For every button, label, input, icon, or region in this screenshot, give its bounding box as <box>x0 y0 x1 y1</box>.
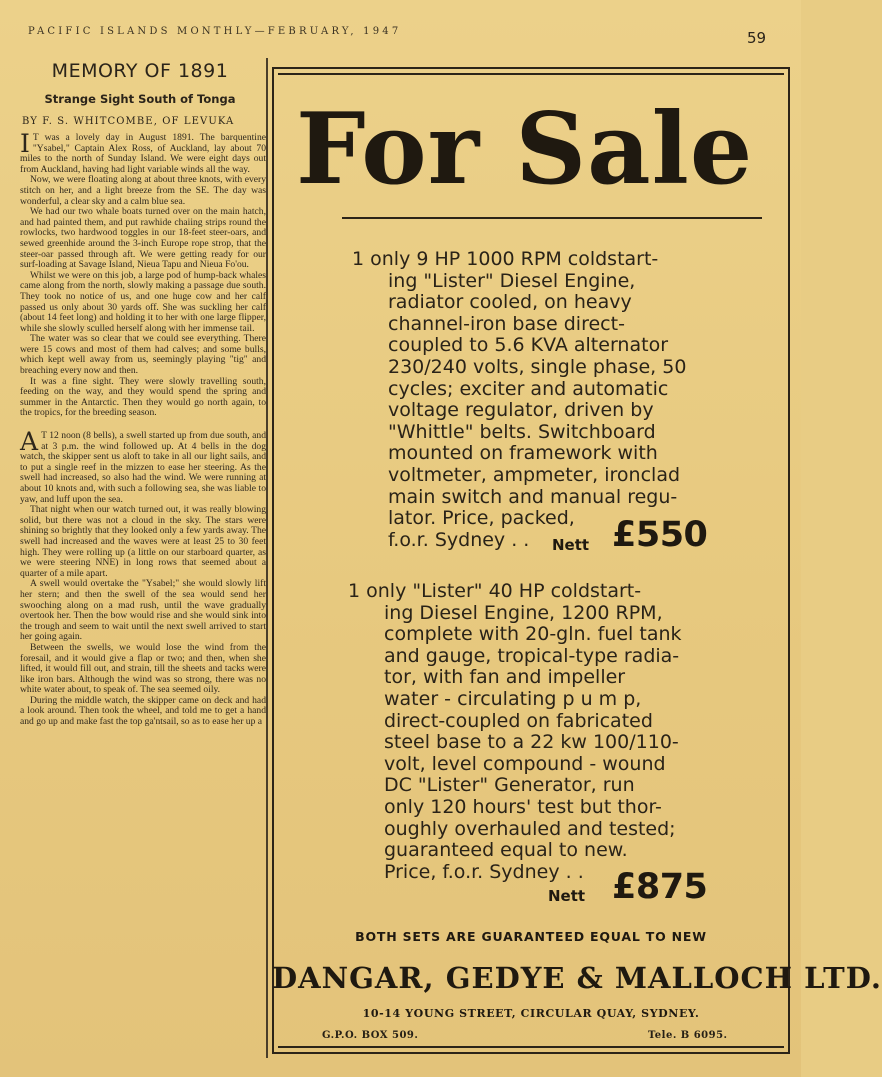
item-1-description <box>352 249 692 551</box>
article-subtitle: Strange Sight South of Tonga <box>44 92 236 106</box>
item-1-line: f.o.r. Sydney . . <box>388 528 530 551</box>
item-1-line: 230/240 volts, single phase, 50 <box>388 355 687 378</box>
article-paragraph: That night when our watch turned out, it was really blowing solid, but there was not a cloud in the sky. The stars were shining so brightly that they looked only a few yards away. The swell had increased and the waves were at least 25 to 30 feet high. They were rolling up (a little on our starboard quarter, as we were steering NNE) in long rows that seemed about a quarter of a mile apart. <box>20 504 266 579</box>
item-1-line: main switch and manual regu- <box>388 485 678 508</box>
item-1-line: radiator cooled, on heavy <box>388 291 632 314</box>
item-2-line: direct-coupled on fabricated <box>384 709 653 732</box>
item-1-line: coupled to 5.6 KVA alternator <box>388 334 668 357</box>
item-2-line: only 120 hours' test but thor- <box>384 795 662 818</box>
company-address: 10-14 YOUNG STREET, CIRCULAR QUAY, SYDNEY. <box>362 1007 700 1020</box>
column-divider <box>266 58 268 1058</box>
item-2-line: steel base to a 22 kw 100/110- <box>384 731 679 754</box>
item-2-line: ing Diesel Engine, 1200 RPM, <box>384 601 663 624</box>
item-2-line: 1 only "Lister" 40 HP coldstart- <box>348 580 642 602</box>
item-2-line: and gauge, tropical-type radia- <box>384 644 680 667</box>
article-paragraph: Now, we were floating along at about three knots, with every stitch on her, and a light breeze from the SE. The day was wonderful, a clear sky and a calm blue sea. <box>20 174 266 207</box>
running-head: PACIFIC ISLANDS MONTHLY—FEBRUARY, 1947 <box>28 26 402 37</box>
item-2-line: complete with 20-gln. fuel tank <box>384 623 682 646</box>
item-1-line: mounted on framework with <box>388 442 658 465</box>
item-2-price: £875 <box>612 867 708 907</box>
advertisement-heading: For Sale <box>296 92 754 207</box>
article-byline: BY F. S. WHITCOMBE, OF LEVUKA <box>22 116 235 127</box>
heading-rule <box>342 217 762 219</box>
item-2-line: water - circulating p u m p, <box>384 687 642 710</box>
article-paragraph: During the middle watch, the skipper came on deck and had a look around. Then took the wheel, and told me to get a hand and go up and make fast the top ga'ntsail, so as to ease her up a <box>20 694 266 728</box>
po-box: G.P.O. BOX 509. <box>322 1030 419 1041</box>
article-paragraph: It was a fine sight. They were slowly travelling south, feeding on the way, and they would spend the spring and summer in the Antarctic. Then they would go north again, to the tropics, for the breeding season. <box>20 375 266 419</box>
advertisement-border <box>272 67 882 1054</box>
item-2-line: DC "Lister" Generator, run <box>384 774 635 797</box>
article-paragraph: The water was so clear that we could see everything. There were 15 cows and most of them had calves; and some bulls, which kept well away from us, seemingly playing "tig" and breaching every now and then. <box>20 333 266 377</box>
item-2-line: guaranteed equal to new. <box>384 839 628 862</box>
item-1-nett-label: Nett <box>552 536 590 554</box>
item-1-line: 1 only 9 HP 1000 RPM coldstart- <box>352 248 659 270</box>
item-1-line: voltmeter, ampmeter, ironclad <box>388 463 681 486</box>
article-paragraph: A swell would overtake the "Ysabel;" she would slowly lift her stern; and then the swell of the sea would send her swooching along on a mad rush, until the wave gradually overtook her. Then the bow would rise and she would sink into the trough and seem to wait until the next swell arrived to start her going again. <box>20 578 266 643</box>
item-2-line: oughly overhauled and tested; <box>384 817 676 840</box>
item-2-description <box>348 581 688 883</box>
advertisement-inner-border <box>278 73 784 1048</box>
article-paragraph: Whilst we were on this job, a large pod of hump-back whales came along from the north, slowly making a passage due south. They took no notice of us, and one huge cow and her calf passed us only about 30 yards off. She was suckling her calf (about 14 feet long) and holding it to her with one large flipper, while she slowly sculled herself along with her immense tail. <box>20 269 266 334</box>
item-2-nett-label: Nett <box>548 887 586 905</box>
article-paragraph: IT was a lovely day in August 1891. The barquentine "Ysabel," Captain Alex Ross, of Auckland, lay about 70 miles to the north of Sunday Island. We were eight days out from Auckland, having had light variable winds all the way. <box>20 129 266 175</box>
item-1-line: "Whittle" belts. Switchboard <box>388 420 656 443</box>
item-1-line: cycles; exciter and automatic <box>388 377 669 400</box>
article-column <box>14 56 266 1066</box>
guarantee-line: BOTH SETS ARE GUARANTEED EQUAL TO NEW <box>355 929 707 944</box>
article-title: MEMORY OF 1891 <box>51 60 229 82</box>
item-1-price: £550 <box>612 515 708 555</box>
item-1-line: lator. Price, packed, <box>388 507 575 530</box>
company-name: DANGAR, GEDYE & MALLOCH LTD. <box>272 961 882 995</box>
item-1-line: voltage regulator, driven by <box>388 399 654 422</box>
page-number: 59 <box>747 29 767 47</box>
item-2-line: Price, f.o.r. Sydney . . <box>384 860 584 883</box>
item-1-line: ing "Lister" Diesel Engine, <box>388 269 636 292</box>
article-paragraph: Between the swells, we would lose the wind from the foresail, and it would give a flap or two; and then, when she lifted, it would fill out, and strain, till the sheets and tacks were like iron bars. Although the wind was so strong, there was no white water about, to speak of. The sea seemed oily. <box>20 641 266 696</box>
item-1-line: channel-iron base direct- <box>388 312 625 335</box>
item-2-line: volt, level compound - wound <box>384 752 666 775</box>
article-paragraph: AT 12 noon (8 bells), a swell started up from due south, and at 3 p.m. the wind followed up. At 4 bells in the dog watch, the skipper sent us aloft to take in all our light sails, and to put a single reef in the mizzen to ease her steering. As the swell had increased, so also had the wind. We were running at about 10 knots and, with such a following sea, she was liable to yaw, and luff upon the sea. <box>20 427 266 505</box>
telephone-number: Tele. B 6095. <box>648 1030 728 1041</box>
item-2-line: tor, with fan and impeller <box>384 666 626 689</box>
article-paragraph: We had our two whale boats turned over on the main hatch, and had painted them, and put rawhide chaiing strips round the rowlocks, two hardwood toggles in our 18-feet steer-oars, and sewed greenhide around the 3-inch Europe rope strop, that the steer-oar passed through aft. We were getting ready for our surf-loading at Savage Island, Nieua Tapu and Nieua Fo'ou. <box>20 206 266 271</box>
